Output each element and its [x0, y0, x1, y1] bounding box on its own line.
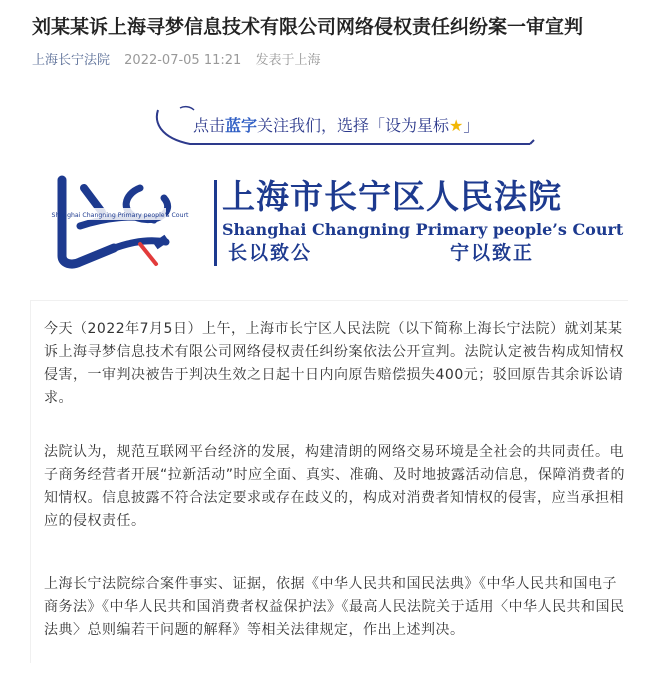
court-emblem-icon — [62, 180, 169, 264]
article-title: 刘某某诉上海寻梦信息技术有限公司网络侵权责任纠纷案一审宣判 — [32, 16, 584, 38]
follow-suffix: 关注我们，选择「设为星标 — [257, 116, 450, 135]
court-name-chinese: 上海市长宁区人民法院 — [222, 177, 562, 216]
logo-divider — [214, 180, 217, 266]
account-name-link[interactable]: 上海长宁法院 — [32, 53, 111, 68]
publish-location: 发表于上海 — [255, 53, 321, 68]
publish-datetime: 2022-07-05 11:21 — [124, 53, 242, 68]
court-name-english: Shanghai Changning Primary people’s Court — [222, 220, 624, 239]
article-paragraph: 今天（2022年7月5日）上午，上海市长宁区人民法院（以下简称上海长宁法院）就刘某某诉上海寻梦信息技术有限公司网络侵权责任纠纷案依法公开宣判。法院认定被告构成知情权侵害，一审判决被告于判决生效之日起十日内向原告赔偿损失400元；驳回原告其余诉讼请求。 — [44, 321, 624, 406]
follow-highlight: 蓝字 — [225, 116, 258, 135]
star-icon: ★ — [449, 116, 464, 135]
follow-prefix: 点击 — [193, 116, 226, 135]
article-paragraph: 法院认为，规范互联网平台经济的发展，构建清朗的网络交易环境是全社会的共同责任。电子商务经营者开展“拉新活动”时应全面、真实、准确、及时地披露活动信息，保障消费者的知情权。信息披露不符合法定要求或存在歧义的，构成对消费者知情权的侵害，应当承担相应的侵权责任。 — [44, 444, 626, 529]
follow-prompt[interactable] — [193, 115, 479, 137]
follow-close-bracket: 」 — [463, 116, 480, 135]
motto-left: 长以致公 — [228, 242, 313, 264]
motto-right: 宁以致正 — [450, 242, 535, 264]
emblem-text: Shanghai Changning Primary people's Court — [51, 212, 189, 219]
article-paragraph: 上海长宁法院综合案件事实、证据，依据《中华人民共和国民法典》《中华人民共和国电子商务法》《中华人民共和国消费者权益保护法》《最高人民法院关于适用〈中华人民共和国民法典〉总则编若干问题的解释》等相关法律规定，作出上述判决。 — [44, 576, 625, 638]
article-meta — [32, 52, 320, 70]
